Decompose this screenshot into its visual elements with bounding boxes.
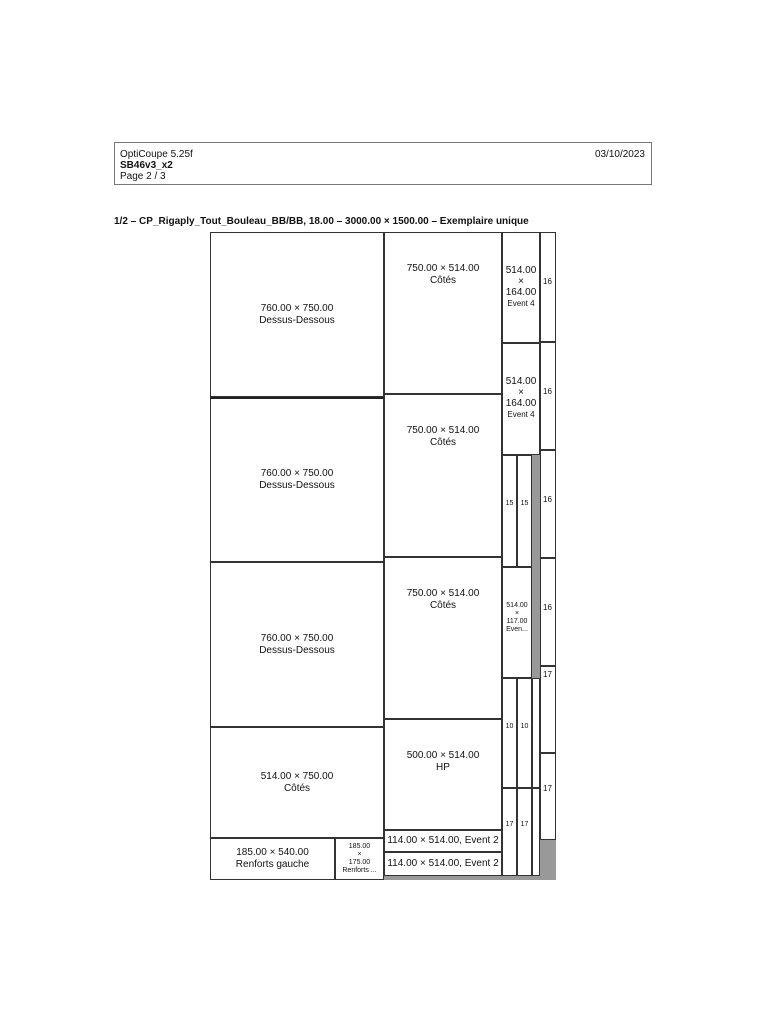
waste-offcut (532, 567, 540, 678)
side-strip: 17 (540, 666, 556, 753)
narrow-strip: 10 (502, 678, 517, 788)
waste-offcut (540, 840, 556, 880)
piece-dessus-dessous: 760.00 × 750.00 Dessus-Dessous (210, 562, 384, 727)
piece-dessus-dessous: 760.00 × 750.00 Dessus-Dessous (210, 232, 384, 397)
sheet-title: 1/2 – CP_Rigaply_Tout_Bouleau_BB/BB, 18.00 – 3000.00 × 1500.00 – Exemplaire unique (114, 216, 529, 227)
piece-cotes: 750.00 × 514.00 Côtés (384, 557, 502, 719)
print-date: 03/10/2023 (594, 149, 645, 160)
narrow-strip: 10 (517, 678, 532, 788)
piece-event-2: 114.00 × 514.00, Event 2 (384, 852, 502, 876)
side-strip: 17 (540, 753, 556, 840)
waste-offcut (532, 455, 540, 567)
piece-event-4: 514.00 × 164.00 Event 4 (502, 343, 540, 455)
piece-renforts-gauche: 185.00 × 540.00 Renforts gauche (210, 838, 335, 880)
piece-cotes: 514.00 × 750.00 Côtés (210, 727, 384, 838)
piece-hp: 500.00 × 514.00 HP (384, 719, 502, 830)
piece-cotes: 750.00 × 514.00 Côtés (384, 232, 502, 394)
narrow-strip: 15 (502, 455, 517, 567)
project-name: SB46v3_x2 (120, 160, 173, 171)
side-strip: 16 (540, 558, 556, 666)
app-name: OptiCoupe 5.25f (120, 149, 193, 160)
waste-offcut (502, 876, 540, 880)
thin-strip (532, 788, 540, 876)
piece-dessus-dessous: 760.00 × 750.00 Dessus-Dessous (210, 397, 384, 562)
side-strip: 16 (540, 450, 556, 558)
piece-event-4: 514.00 × 164.00 Event 4 (502, 232, 540, 343)
page-header (114, 142, 652, 185)
piece-event: 514.00 × 117.00 Even... (502, 567, 532, 678)
piece-cotes: 750.00 × 514.00 Côtés (384, 394, 502, 557)
narrow-strip: 17 (517, 788, 532, 876)
narrow-strip: 15 (517, 455, 532, 567)
cutting-layout (210, 232, 556, 880)
page-number: Page 2 / 3 (120, 171, 166, 182)
narrow-strip: 17 (502, 788, 517, 876)
piece-renforts: 185.00 × 175.00 Renforts ... (335, 838, 384, 880)
piece-event-2: 114.00 × 514.00, Event 2 (384, 830, 502, 852)
thin-strip (532, 678, 540, 788)
waste-offcut (384, 876, 502, 880)
side-strip: 16 (540, 342, 556, 450)
side-strip: 16 (540, 232, 556, 342)
